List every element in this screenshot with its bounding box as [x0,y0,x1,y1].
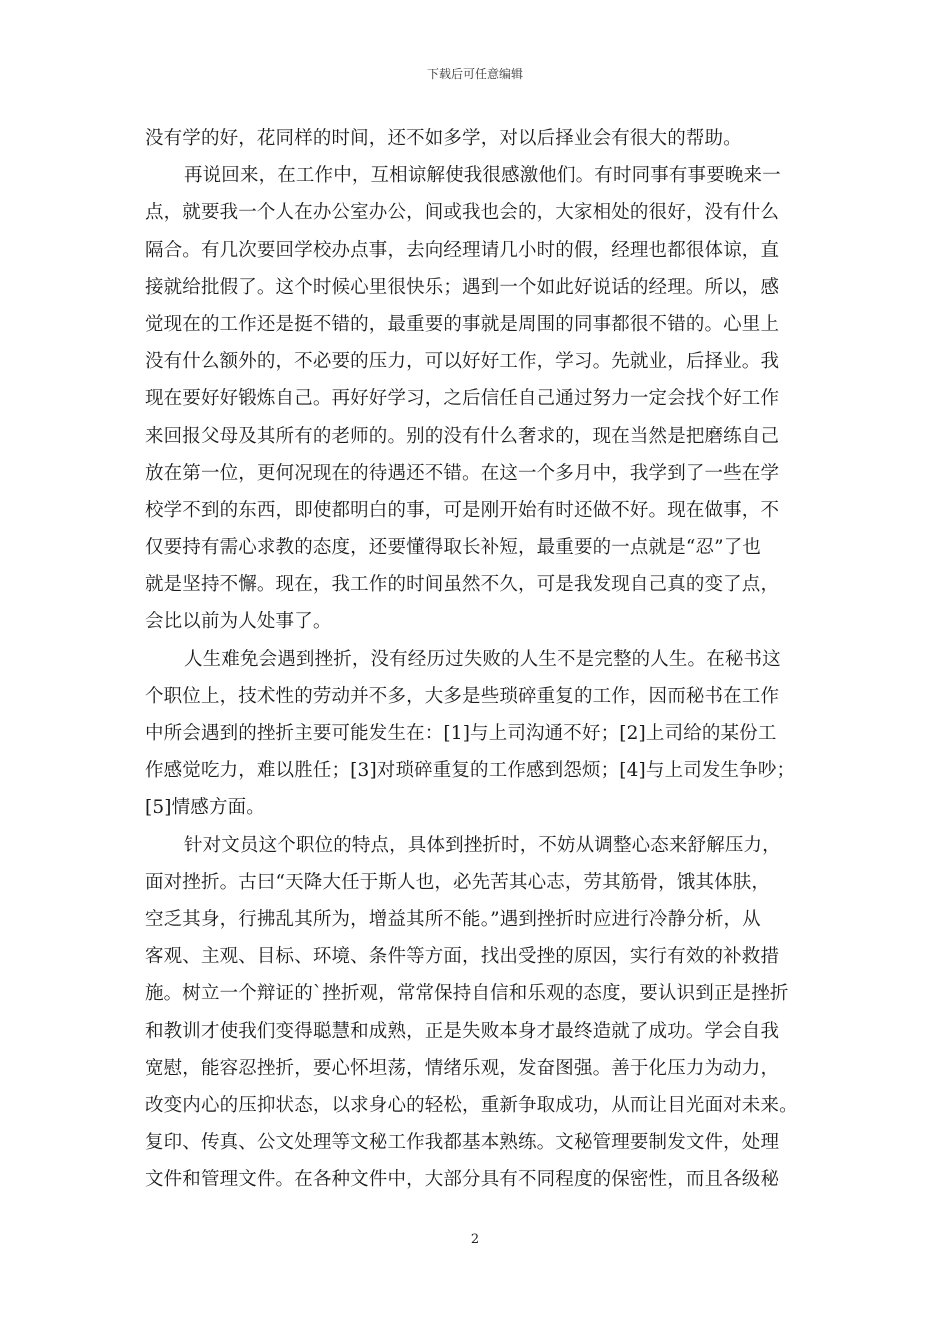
text-line: 施。树立一个辩证的`挫折观，常常保持自信和乐观的态度，要认识到正是挫折 [145,983,789,1005]
text-line: 放在第一位，更何况现在的待遇还不错。在这一个多月中，我学到了一些在学 [145,462,780,484]
paragraph-start-line: 再说回来，在工作中，互相谅解使我很感激他们。有时同事有事要晚来一 [184,165,781,187]
page-number: 2 [470,1232,480,1247]
text-line: 个职位上，技术性的劳动并不多，大多是些琐碎重复的工作，因而秘书在工作 [145,685,780,707]
text-line: 没有什么额外的，不必要的压力，可以好好工作，学习。先就业，后择业。我 [145,351,780,373]
text-line: 复印、传真、公文处理等文秘工作我都基本熟练。文秘管理要制发文件，处理 [145,1132,780,1154]
text-line: 现在要好好锻炼自己。再好好学习，之后信任自己通过努力一定会找个好工作 [145,388,780,410]
text-line: 点，就要我一个人在办公室办公，间或我也会的，大家相处的很好，没有什么 [145,202,780,224]
text-line: 和教训才使我们变得聪慧和成熟，正是失败本身才最终造就了成功。学会自我 [145,1020,780,1042]
document-body [145,120,807,1198]
text-line: 作感觉吃力，难以胜任；[3]对琐碎重复的工作感到怨烦；[4]与上司发生争吵； [145,760,796,782]
text-line: 来回报父母及其所有的老师的。别的没有什么奢求的，现在当然是把磨练自己 [145,425,780,447]
text-line: 面对挫折。古曰“天降大任于斯人也，必先苦其心志，劳其筋骨，饿其体肤， [145,871,771,893]
paragraph-start-line: 人生难免会遇到挫折，没有经历过失败的人生不是完整的人生。在秘书这 [184,648,781,670]
text-line: 文件和管理文件。在各种文件中，大部分具有不同程度的保密性，而且各级秘 [145,1169,780,1191]
paragraph-start-line: 针对文员这个职位的特点，具体到挫折时，不妨从调整心态来舒解压力， [184,834,781,856]
page-header: 下载后可任意编辑 [426,67,523,81]
text-line: 隔合。有几次要回学校办点事，去向经理请几小时的假，经理也都很体谅，直 [145,239,780,261]
text-line: [5]情感方面。 [145,797,265,819]
text-line: 没有学的好，花同样的时间，还不如多学，对以后择业会有很大的帮助。 [145,128,742,149]
text-line: 宽慰，能容忍挫折，要心怀坦荡，情绪乐观，发奋图强。善于化压力为动力， [145,1057,780,1079]
text-line: 客观、主观、目标、环境、条件等方面，找出受挫的原因，实行有效的补救措 [145,946,780,968]
text-line: 觉现在的工作还是挺不错的，最重要的事就是周围的同事都很不错的。心里上 [145,313,780,335]
text-line: 接就给批假了。这个时候心里很快乐；遇到一个如此好说话的经理。所以，感 [145,276,780,298]
text-line: 校学不到的东西，即使都明白的事，可是刚开始有时还做不好。现在做事，不 [145,499,780,521]
text-line: 中所会遇到的挫折主要可能发生在：[1]与上司沟通不好；[2]上司给的某份工 [145,723,777,744]
text-line: 就是坚持不懈。现在，我工作的时间虽然不久，可是我发现自己真的变了点， [145,574,780,596]
text-line: 改变内心的压抑状态，以求身心的轻松，重新争取成功，从而让目光面对未来。 [145,1094,798,1116]
text-line: 空乏其身，行拂乱其所为，增益其所不能。”遇到挫折时应进行冷静分析，从 [145,908,761,930]
text-line: 会比以前为人处事了。 [145,611,332,633]
text-line: 仅要持有需心求教的态度，还要懂得取长补短，最重要的一点就是“忍”了也 [145,537,762,559]
